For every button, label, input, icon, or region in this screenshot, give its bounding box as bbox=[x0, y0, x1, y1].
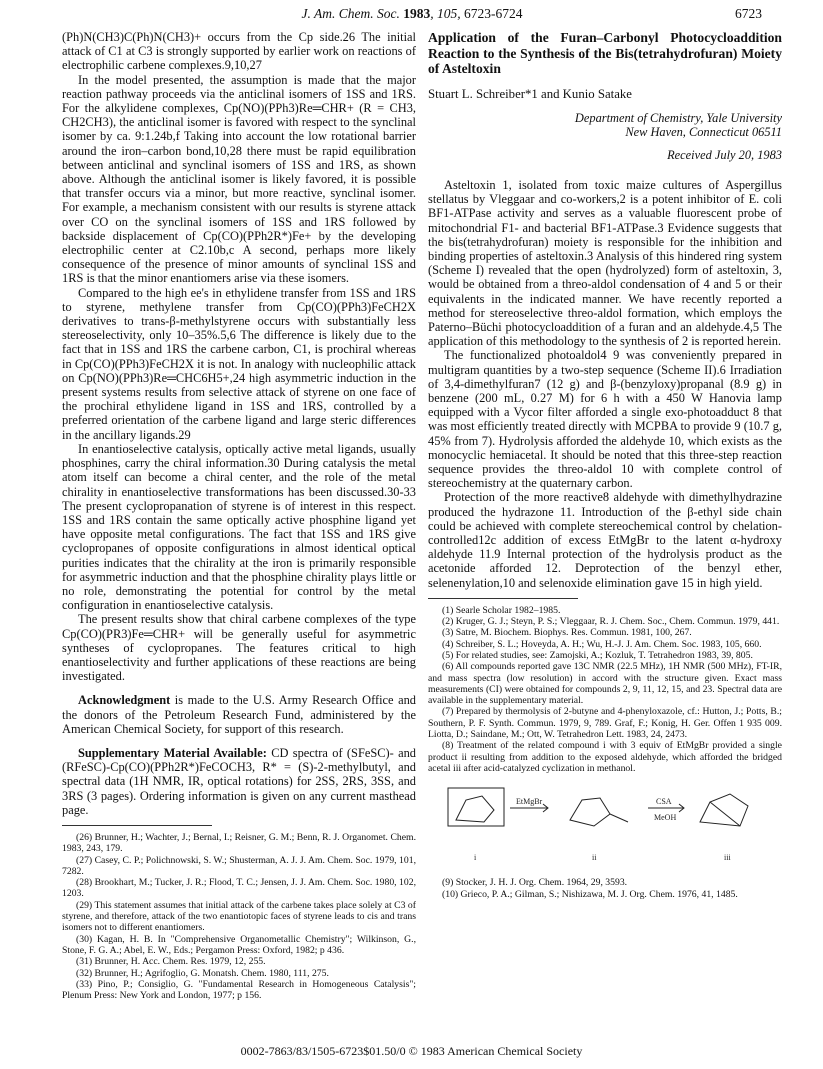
references-list bbox=[428, 605, 782, 774]
reference-item: (33) Pino, P.; Consiglio, G. "Fundamental Research in Homogeneous Catalysis"; Plenum Press: New York and London, 1977; p 156. bbox=[62, 978, 416, 1002]
reference-item: (1) Searle Scholar 1982–1985. bbox=[442, 604, 561, 616]
paragraph: The functionalized photoaldol4 9 was conveniently prepared in multigram quantities by a two-step sequence (Scheme II).6 Irradiation of 3,4-dimethylfuran7 (12 g) and β-(benzyloxy)propanal (8.9 g) in benzene (200 mL, 0.27 M) for 6 h with a 450 W Hanovia lamp equipped with a Vycor filter afforded a single exo-photoadduct 8 that was most efficiently treated directly with MCPBA to provide 9 (10.7 g, 45% from 7). Hydrolysis afforded the aldehyde 10, which exists as the monocyclic hemiacetal. It should be noted that this three-step reaction sequence provides the threo-aldol 10 with complete control of stereochemistry at the quaternary carbon. bbox=[428, 348, 782, 491]
reference-item: (27) Casey, C. P.; Polichnowski, S. W.; Shusterman, A. J. J. Am. Chem. Soc. 1979, 101, 7282. bbox=[62, 854, 416, 877]
reagent-2-solvent: MeOH bbox=[654, 813, 677, 823]
acknowledgment-text: is made to the U.S. Army Research Office and the donors of the Petroleum Research Fund, administered by the American Chemical Society, for support of this research. bbox=[62, 693, 416, 736]
reference-item: (5) For related studies, see: Zamojski, A.; Kozluk, T. Tetrahedron 1983, 39, 805. bbox=[442, 649, 753, 661]
reagent-2: CSA bbox=[656, 797, 672, 807]
article-authors: Stuart L. Schreiber*1 and Kunio Satake bbox=[428, 86, 632, 101]
supplementary-text: CD spectra of (SFeSC)- and (RFeSC)-Cp(CO)(PPh2R*)FeCOCH3, R* = (S)-2-methylbutyl, and spectral data (1H NMR, IR, optical rotations) for 2SS, 2RS, 3SS, and 3RS (3 pages). Ordering information is given on any current masthead page. bbox=[62, 745, 416, 817]
reference-item: (4) Schreiber, S. L.; Hoveyda, A. H.; Wu, H.-J. J. Am. Chem. Soc. 1983, 105, 660. bbox=[442, 638, 762, 650]
journal-name: J. Am. Chem. Soc. bbox=[301, 6, 400, 21]
paragraph: Protection of the more reactive8 aldehyde with dimethylhydrazine produced the hydrazone 11. Introduction of the β-ethyl side chain could be achieved with complete stereochemical control by chelation-controlled12c addition of excess EtMgBr to the latent α-hydroxy aldehyde 11.9 Internal protection of the hydrolysis product as the acetonide afforded 12. Deprotection of the benzyl ether, selenenylation,10 and selenoxide elimination gave 15 in high yield. bbox=[428, 490, 782, 590]
references-list bbox=[62, 832, 416, 1001]
reaction-scheme bbox=[444, 780, 774, 868]
references-list-continued bbox=[428, 877, 782, 900]
reference-item: (30) Kagan, H. B. In "Comprehensive Organometallic Chemistry"; Wilkinson, G., Stone, F. G. A.; Abel, E. W., Eds.; Pergamon Press: Oxford, 1982; p 436. bbox=[62, 933, 416, 956]
journal-pages: 6723-6724 bbox=[463, 6, 523, 21]
paragraph: Asteltoxin 1, isolated from toxic maize cultures of Aspergillus stellatus by Vleggaar and co-workers,2 is a potent inhibitor of E. coli BF1-ATPase activity and serves as a valuable fluorescent probe of mitochondrial F1- and bacterial BF1-ATPase.3 Evidence suggests that the bis(tetrahydrofuran) moiety is responsible for the inhibition and binding properties of asteltoxin.3 Analysis of this hindered ring system (Scheme I) revealed that the open (hydrolyzed) form of asteltoxin, 3, would be obtained from a threo-aldol condensation of 4 and 5 or their equivalents in the indicated manner. We have recently reported a method for stereoselective threo-aldol formation, which employs the Paterno–Büchi photocycloaddition of a furan and an aldehyde.4,5 The application of this methodology to the synthesis of 2 is reported herein. bbox=[428, 177, 782, 349]
compound-ii-ring bbox=[570, 798, 610, 826]
compound-ii-chain bbox=[610, 814, 628, 822]
reference-item: (29) This statement assumes that initial attack of the carbene takes place solely at C3 of styrene, and therefore, attack of the two enantiotopic faces of styrene leads to cis and trans isomers not to different enantiomers. bbox=[62, 899, 416, 934]
label-i: i bbox=[474, 853, 477, 863]
supplementary-material bbox=[62, 746, 416, 817]
reference-item: (8) Treatment of the related compound i with 3 equiv of EtMgBr provided a single product ii resulting from addition to the exposed aldehyde, which afforded the bridged acetal iii after acid-catalyzed cyclization in methanol. bbox=[428, 740, 782, 774]
reference-item: (32) Brunner, H.; Agrifoglio, G. Monatsh. Chem. 1980, 111, 275. bbox=[76, 967, 329, 979]
reference-item: (31) Brunner, H. Acc. Chem. Res. 1979, 12, 255. bbox=[76, 956, 266, 968]
running-header bbox=[62, 6, 762, 26]
right-column bbox=[428, 30, 782, 900]
label-iii: iii bbox=[724, 853, 731, 863]
paragraph: The present results show that chiral carbene complexes of the type Cp(CO)(PR3)Fe═CHR+ will be generally useful for asymmetric syntheses of cyclopropanes. The features critical to high enantioselectivity and further applications of these reactions are being investigated. bbox=[62, 612, 416, 684]
journal-year: 1983 bbox=[403, 6, 431, 21]
page-number: 6723 bbox=[735, 6, 762, 21]
reagent-1: EtMgBr bbox=[516, 797, 543, 807]
footnote-divider bbox=[428, 598, 578, 599]
journal-citation: J. Am. Chem. Soc. 1983, 105, 6723-6724 bbox=[301, 6, 523, 21]
compound-i-ring bbox=[456, 796, 494, 822]
reference-item: (28) Brookhart, M.; Tucker, J. R.; Flood, T. C.; Jensen, J. J. Am. Chem. Soc. 1980, 102, 1203. bbox=[62, 877, 416, 900]
reference-item: (9) Stocker, J. H. J. Org. Chem. 1964, 29, 3593. bbox=[442, 877, 628, 889]
footnote-divider bbox=[62, 825, 212, 826]
acknowledgment bbox=[62, 693, 416, 736]
paragraph: Compared to the high ee's in ethylidene transfer from 1SS and 1RS to styrene, methylene transfer from Cp(CO)(PPh3)FeCH2X derivatives to trans-β-methylstyrene occurs with substantially less stereoselectivity, only 10–35%.5,6 The difference is likely due to the fact that in 1SS and 1RS the carbene carbon, C1, is prochiral whereas in Cp(CO)(PPh3)FeCH2X it is not. In analogy with nucleophilic attack on Cp(NO)(PPh3)Re═CHC6H5+,24 high asymmetric induction in the present systems results from selective attack of styrene on one face of the prochiral ethylidene ligand in 1SS and 1RS, controlled by a preferred orientation of the carbene ligand and large steric differences in the ancillary ligands.29 bbox=[62, 285, 416, 442]
label-ii: ii bbox=[592, 853, 597, 863]
paragraph: (Ph)N(CH3)C(Ph)N(CH3)+ occurs from the Cp side.26 The initial attack of C1 at C3 is strongly supported by earlier work on reactions of electrophilic carbene complexes.9,10,27 bbox=[62, 30, 416, 73]
affiliation-department: Department of Chemistry, Yale University bbox=[574, 110, 782, 125]
reference-item: (26) Brunner, H.; Wachter, J.; Bernal, I.; Reisner, G. M.; Benn, R. J. Organomet. Chem. 1983, 243, 179. bbox=[62, 831, 416, 855]
acknowledgment-label: Acknowledgment bbox=[78, 693, 171, 708]
supplementary-label: Supplementary Material Available: bbox=[78, 745, 267, 760]
compound-iii-cage bbox=[700, 794, 748, 826]
reference-item: (6) All compounds reported gave 13C NMR (22.5 MHz), 1H NMR (500 MHz), FT-IR, and mass spectra (low resolution) in accord with the structure given. Exact mass measurements (CI) were obtained for compounds 2, 9, 11, 12, 15, and 23. Spectral data are available in the supplementary material. bbox=[428, 661, 782, 707]
reference-item: (2) Kruger, G. J.; Steyn, P. S.; Vleggaar, R. J. Chem. Soc., Chem. Commun. 1979, 441. bbox=[442, 616, 780, 628]
left-column bbox=[62, 30, 416, 1001]
reference-item: (3) Satre, M. Biochem. Biophys. Res. Commun. 1981, 100, 267. bbox=[442, 627, 692, 639]
reference-item: (7) Prepared by thermolysis of 2-butyne and 4-phenyloxazole, cf.: Hutton, J.; Potts, B.; Southern, P. F. Synth. Commun. 1979, 9, 789. Graf, F.; Konig, H. Ger. Offen 1 935 009. Liotta, D.; Saindane, M.; Ott, W. Tetrahedron Lett. 1983, 24, 2473. bbox=[428, 706, 782, 741]
page-footer: 0002-7863/83/1505-6723$01.50/0 © 1983 American Chemical Society bbox=[240, 1044, 583, 1058]
paragraph: In the model presented, the assumption is made that the major reaction pathway proceeds via the anticlinal isomers of 1SS and 1RS. For the alkylidene complexes, Cp(NO)(PPh3)Re═CHR+ (R = CH3, CH2CH3), the anticlinal isomer is favored with respect to the synclinal isomer by ca. 9:1.24b,f Taking into account the low rotational barrier around the iron–carbon bond,10,28 there must be rapid equilibration between anticlinal and synclinal isomers of 1SS and 1RS, as shown above. Although the anticlinal isomer is likely favored, it is possible that transfer occurs via a minor, but more reactive, synclinal isomer. For example, a mechanism consistent with our results is styrene attack over CO on the synclinal isomers of 1SS and 1RS followed by backside displacement of Cp(CO)(PPh2R*)Fe+ by the developing electrophilic center at C2.10b,c A second, perhaps more likely consequence of the presence of minor amounts of synclinal 1SS and 1RS is that the minor enantiomers arise via these isomers. bbox=[62, 72, 416, 286]
paragraph: In enantioselective catalysis, optically active metal ligands, usually phosphines, carry the chiral information.30 During catalysis the metal atom itself can become a chiral center, and the role of the metal chirality in enantioselective transformations has been discussed.30-33 The present cyclopropanation of styrene is of interest in this respect. 1SS and 1RS contain the same optically active phosphine ligand yet have opposite metal configurations. The fact that 1SS and 1RS give cyclopropanes of opposite configurations in almost identical optical purities indicates that the chirality at the iron is primarily responsible for asymmetric induction and that the phosphine chirality plays little or no role, demonstrating the potential for control by the metal configuration in enantioselective catalysis. bbox=[62, 441, 416, 613]
compound-iii-bridge bbox=[710, 802, 740, 826]
journal-volume: 105 bbox=[436, 6, 458, 21]
reference-item: (10) Grieco, P. A.; Gilman, S.; Nishizawa, M. J. Org. Chem. 1976, 41, 1485. bbox=[442, 888, 738, 900]
received-date: Received July 20, 1983 bbox=[667, 147, 782, 162]
affiliation-location: New Haven, Connecticut 06511 bbox=[625, 125, 782, 140]
article-title: Application of the Furan–Carbonyl Photocycloaddition Reaction to the Synthesis of the Bis(tetrahydrofuran) Moiety of Asteltoxin bbox=[428, 30, 782, 76]
